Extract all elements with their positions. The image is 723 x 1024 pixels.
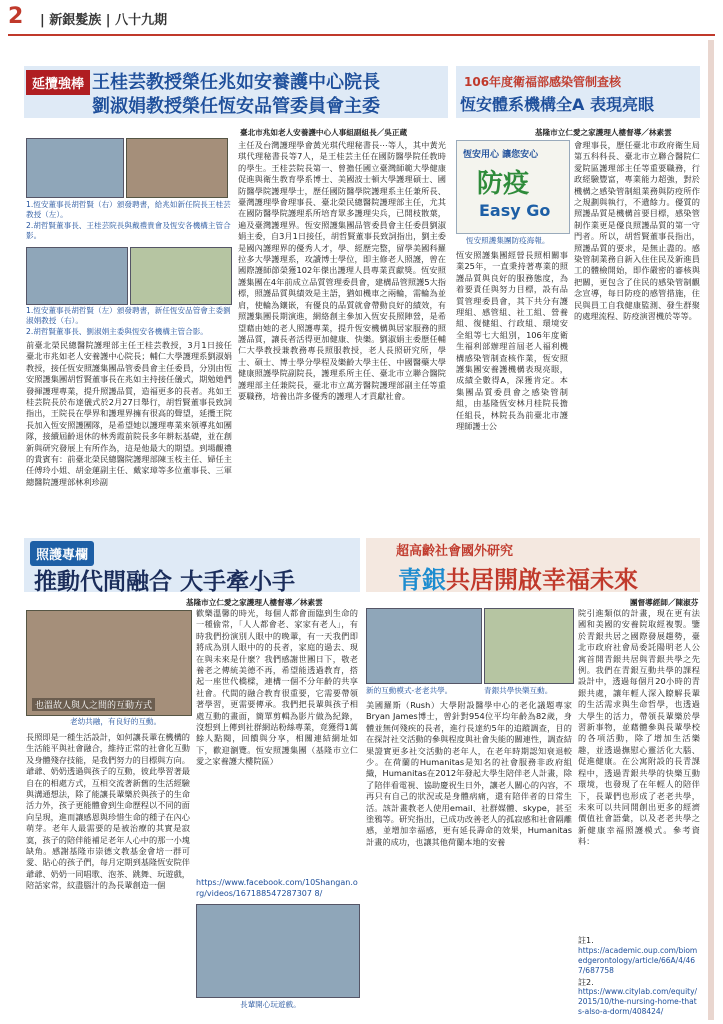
article1-photo-4: [130, 247, 232, 305]
article1-body-left: 前臺北榮民總醫院護理部主任王桂芸教授，3月1日接任臺北市兆如老人安養護中心院長；輔仁大學護理系劉淑娟教授，接任恆安照護集團品管委員會主任委員，分別由恆安照護集團胡哲賢董事長在兆如主持接任儀式，期勉她們發揮護理專業，提升照護品質，造福更多的長者。兆如王桂芸院長於布達儀式於2月27日舉行，胡哲賢董事長致詞指出，王院長在學界和護理界擁有很高的聲望，延攬王院長加入恆安照護團隊，是希望她以護理專業來領導兆如團隊，接續屆齡退休的林秀霞前院長多年耕耘基礎，並在創新與研究發展上有所作為，這是他最大的期望。到場觀禮的貴賓有：前臺北榮民總醫院護理部陳玉枝主任、婦任主任傅玲小姐、胡金蓮副主任、戴家璋等多位董事長、三軍總醫院護理部林利珍副: [26, 340, 232, 487]
article4-tag: 超高齡社會國外研究: [396, 544, 514, 559]
article2-tag: 106年度衛福部感染管制查核: [464, 75, 622, 89]
article3-byline: 基隆市立仁愛之家護理人樓督導／林素雲: [186, 598, 323, 607]
article4-ref-label-2: 註2.: [578, 978, 594, 987]
article2-caption: 恆安照護集團防疫海報。: [466, 236, 550, 245]
side-strip: [708, 40, 714, 1020]
article3-photo-2: [196, 904, 360, 998]
article3-photo-label: 也溫故人與人之間的互動方式: [32, 698, 155, 711]
article1-byline: 臺北市兆如老人安養護中心人事組副組長／吳正蔵: [240, 128, 408, 137]
poster-title: 恆安用心 讓您安心: [463, 150, 539, 160]
article4-caption-2: 青銀共學快樂互動。: [484, 686, 553, 695]
article3-link[interactable]: https://www.facebook.com/10Shangan.org/videos/167188547287307 8/: [196, 878, 358, 898]
article1-photo-3: [26, 247, 128, 305]
article1-photo-1: [26, 138, 124, 198]
article2-poster: [456, 140, 570, 234]
article4-photo-1: [366, 608, 482, 684]
page-number: 2: [8, 4, 24, 29]
article1-headline-1: 王桂芸教授榮任兆如安養護中心院長: [92, 72, 380, 93]
article3-body-right: 歡樂溫馨的時光，每個人都會面臨到生命的一種偷常，「人人都會老、家家有老人」，有時我們扮演別人眼中的晚輩，有一天我們即將成為別人眼中的的長者，家庭的過去、現在與未來是什麼？我們感謝世團日下，敬老養老之傳統美德不再，希望能透過教育，搭起一座世代橋樑，連構一個不分年齡的共享社會。代間的融合教育很重要，它需要帶領著學習，更需要傳承。我們把長輩與孩子相處互動的畫面，簡單剪輯為影片做為紀錄，沒想到上傳到社群網站粉絲專業，竟獲得1萬餘人點閱，回饋與分享，相關連結網址如下，歡迎瀏覽。恆安照護集團（基隆市立仁愛之家養護大樓院區）: [196, 608, 358, 767]
article1-photo-2: [126, 138, 228, 198]
article4-ref-link-2[interactable]: https://www.citylab.com/equity/2015/10/the-nursing-home-thats-also-a-dorm/408424/: [578, 987, 698, 1016]
poster-big: 防疫: [477, 169, 530, 199]
article4-headline-a: 青銀: [398, 566, 446, 594]
article1-body-mid: 主任及台灣護理學會黃光琪代理秘書長⋯等人，其中黃光琪代理秘書長等7人，是王桂芸主任在國防醫學院任教時的學生。王桂芸院長第一、曾擔任國立臺灣師範大學健康促進與衛生教育學系博士、美國波士頓大學護理碩士、國防醫學院護理學士，歷任國防醫學院護理系主任兼所長、臺灣護理學會理事長、臺北榮民總醫院護理部主任，尤其在國防醫學院護理系所培育眾多護理尖兵，已開枝散葉，遍及臺灣護理界。恆安照護集團品管委員會主任委員劉淑娟主委，自3月1日接任，胡哲賢董事長致詞指出，劉主委是國內護理界的優秀人才，學、經歷完整，留學美國科羅拉多大學護理系，攻讀博士學位，即主修老人照護，曾在國際護師節榮獲102年傑出護理人員專業貢獻獎。恆安照護集團在4年前成立品質管理委員會，建構品管照護5大指標，照護品質與績效是主語，猶如機車之兩輪，需輪為並肩，使輪為鑲嵌，有優良的品質就會帶動良好的績效，有照護集團長期演進，網絡創主參加入恆安長照陣營，是希望藉由她的老人照護專業，提升恆安機構與居家服務的照護品質，讓長者活得更加健康、快樂。劉淑娟主委歷任輔仁大學教授兼教務專長照服教授，老人長照研究所，學士、碩士、博士學分學程及樂齡大學主任、中國醫藥大學健康照護學院副院長，護理系所主任、臺北市立聯合醫院護理部主任兼院長，臺北市立萬芳醫院護理部副主任等重要職務，培養出許多優秀的護理人才貢獻社會。: [238, 140, 446, 401]
newsletter-brand: | 新銀髮族 | 八十九期: [40, 13, 168, 28]
article2-byline: 基隆市立仁愛之家護理人樓督導／林素雲: [535, 128, 672, 137]
article2-headline: 恆安體系機構全A 表現亮眼: [460, 95, 654, 114]
article1-caption-2: 2.胡哲賢董事長、王桂芸院長與戴禮貴會及恆安各機構主管合影。: [26, 221, 231, 240]
article2-body-b: 會理事長，歷任臺北市政府衛生局第五科科長、臺北市立聯合醫院仁愛院區護理部主任等重要職務，行政經驗豐富，專業能力超強，對於機構之感染管制組業務與防疫所作之規劃與執行，不遺餘力。優質的照護品質是機構首要目標，感染管制作業更是優良照護品質的第一守門者。所以，胡哲賢董事長指出，照護品質的要求，是無止盡的。感染管制業務自新入住住民及新進員工的體檢開始，即作嚴密的審核與把關，更包含了住民的感染管制觀念宣導，每日防疫的感管措施，住民與員工自我健康監測、發生群聚的處理流程、防疫演習機於等等。: [574, 140, 700, 322]
article4-headline-b: 共居開啟幸福未來: [446, 566, 638, 594]
article3-headline: 推動代間融合 大手牽小手: [34, 569, 296, 595]
poster-en: Easy Go: [479, 201, 551, 220]
article4-ref-link-1[interactable]: https://academic.oup.com/biomedgerontology/article/66A/4/467/687758: [578, 946, 698, 975]
header-rule: [8, 34, 715, 36]
article1-headline-2: 劉淑娟教授榮任恆安品管委員會主委: [92, 96, 380, 117]
article4-ref-label-1: 註1.: [578, 936, 594, 945]
article1-caption-1: 1.恆安董事長胡哲賢（右）頒發聘書，給兆如新任院長王桂芸教授（左）。: [26, 200, 231, 219]
article4-caption-1: 新的互動模式-老老共學。: [366, 686, 453, 695]
article3-caption-1: 老幼共融，有良好的互動。: [70, 717, 162, 726]
article4-byline: 團督導經師／陳淑芬: [630, 598, 699, 607]
article1-caption-4: 2.胡哲賢董事長、劉淑娟主委與恆安各機構主管合影。: [26, 327, 208, 336]
article3-body-left: 長照即是一種生活設計，如何讓長輩在機構的生活能平與社會融合，維持正常的社會化互動及身體殘存技能，是我們努力的目標與方向。爺爺、奶奶透過與孩子的互動，彼此學習著最自在的相處方式，互相交流著新舊的生活經驗與溝通想法，除了能讓長輩樂於與孩子的生命活力外，孩子更能體會到生命歷程以不同的面向呈現，進而讓感恩與珍惜生命的種子在內心萌芽。老年人最需要的是被治療的其實是寂寞，孩子的陪伴能補足老年人心中的那一小塊缺角。感謝基隆市崇德文教基金會培一群可愛、貼心的孩子們，每月定期到基隆恆安院伴爺爺、奶奶一同唱歌、泡茶、跳舞、玩遊戲，陪話家常，紋盡腦汁的為長輩創造一個: [26, 732, 190, 891]
article2-body-a: 恆安照護集團經營長照相關事業25年，一直秉持著專業的照護品質與良好的服務態度，為着要責任與努力目標，設有品質管理委員會，其下共分有護理組、感管組、社工組、營養組、復健組、行政組、環境安全組等七大組別，106年度衛生福利部辦理首屆老人福利機構感染管制查核作業，恆安照護集團安養護機構表現亮眼，成績全數得A，深獲肯定。本集團品質委員會之感染管制組，由基隆恆安林月桂院長擔任組長，林院長為前臺北市護理師護士公: [456, 250, 568, 432]
article4-headline: [398, 560, 638, 595]
article4-photo-2: [484, 608, 574, 684]
article3-caption-2: 長輩開心玩遊戲。: [240, 1000, 301, 1009]
article4-body-left: 美國羅斯（Rush）大學附設醫學中心的老化議題專家Bryan James博士，曾針對954位平均年齡為82歲，身體並無何殘疾的長者，進行長達約5年的追蹤調查，目的在探討社交活動的參與程度與社會失能的關連性，調查結果證實更多社交活動的老年人，在老年時期認知衰退較少。在荷蘭的Humanitas是知名的社會服務非政府組織，Humanitas在2012年發起大學生陪伴老人計畫，除了陪伴看電視、協助慶祝生日外，讓老人關心的內容，不再只有自己的狀況或是身體病痛，還有陪伴者的日常生活。該計畫教老人使用email、社群媒體、skype，甚至塗鴉等。研究指出，已成功改善老人的孤寂感和社會隔離感，並增加幸福感，更有延長壽命的效果，Humanitas計畫的成功，也讓其他荷蘭本地的安養: [366, 700, 572, 847]
page-header: [0, 0, 723, 40]
article4-body-right: 院引進類似的計畫，現在更有法國和美國的安養院取經複製。鑒於青銀共居之國際發展趨勢，臺北市政府社會局委託陽明老人公寓首開青銀共居與青銀共學之先例。我們在青銀互動共學的課程設計中，透過每個月20小時的青銀共處，讓年輕人深入瞭解長輩的生活需求與生命哲學，也透過大學生的活力，帶領長輩樂於學習新事物，並藉體參與長輩學校的各項活動，除了增加生活樂趣，並透過撫慰心靈活化大腦、促進健康。在公寓附設的長青課程中，透過青銀共學的快樂互動環境，也發現了在年輕人的陪伴下，長輩們也形成了老老共學，未來可以共同開創出更多的經濟價值社會語彙，以及老老共學之新健康幸福照護模式。參考資料：: [578, 608, 700, 847]
article1-caption-3: 1.恆安董事長胡哲賢（左）頒發聘書，新任恆安品管會主委劉淑娟教授（右）。: [26, 306, 231, 325]
article3-tag: 照護專欄: [30, 541, 94, 566]
article1-tag: 延攬強棒: [26, 70, 90, 95]
